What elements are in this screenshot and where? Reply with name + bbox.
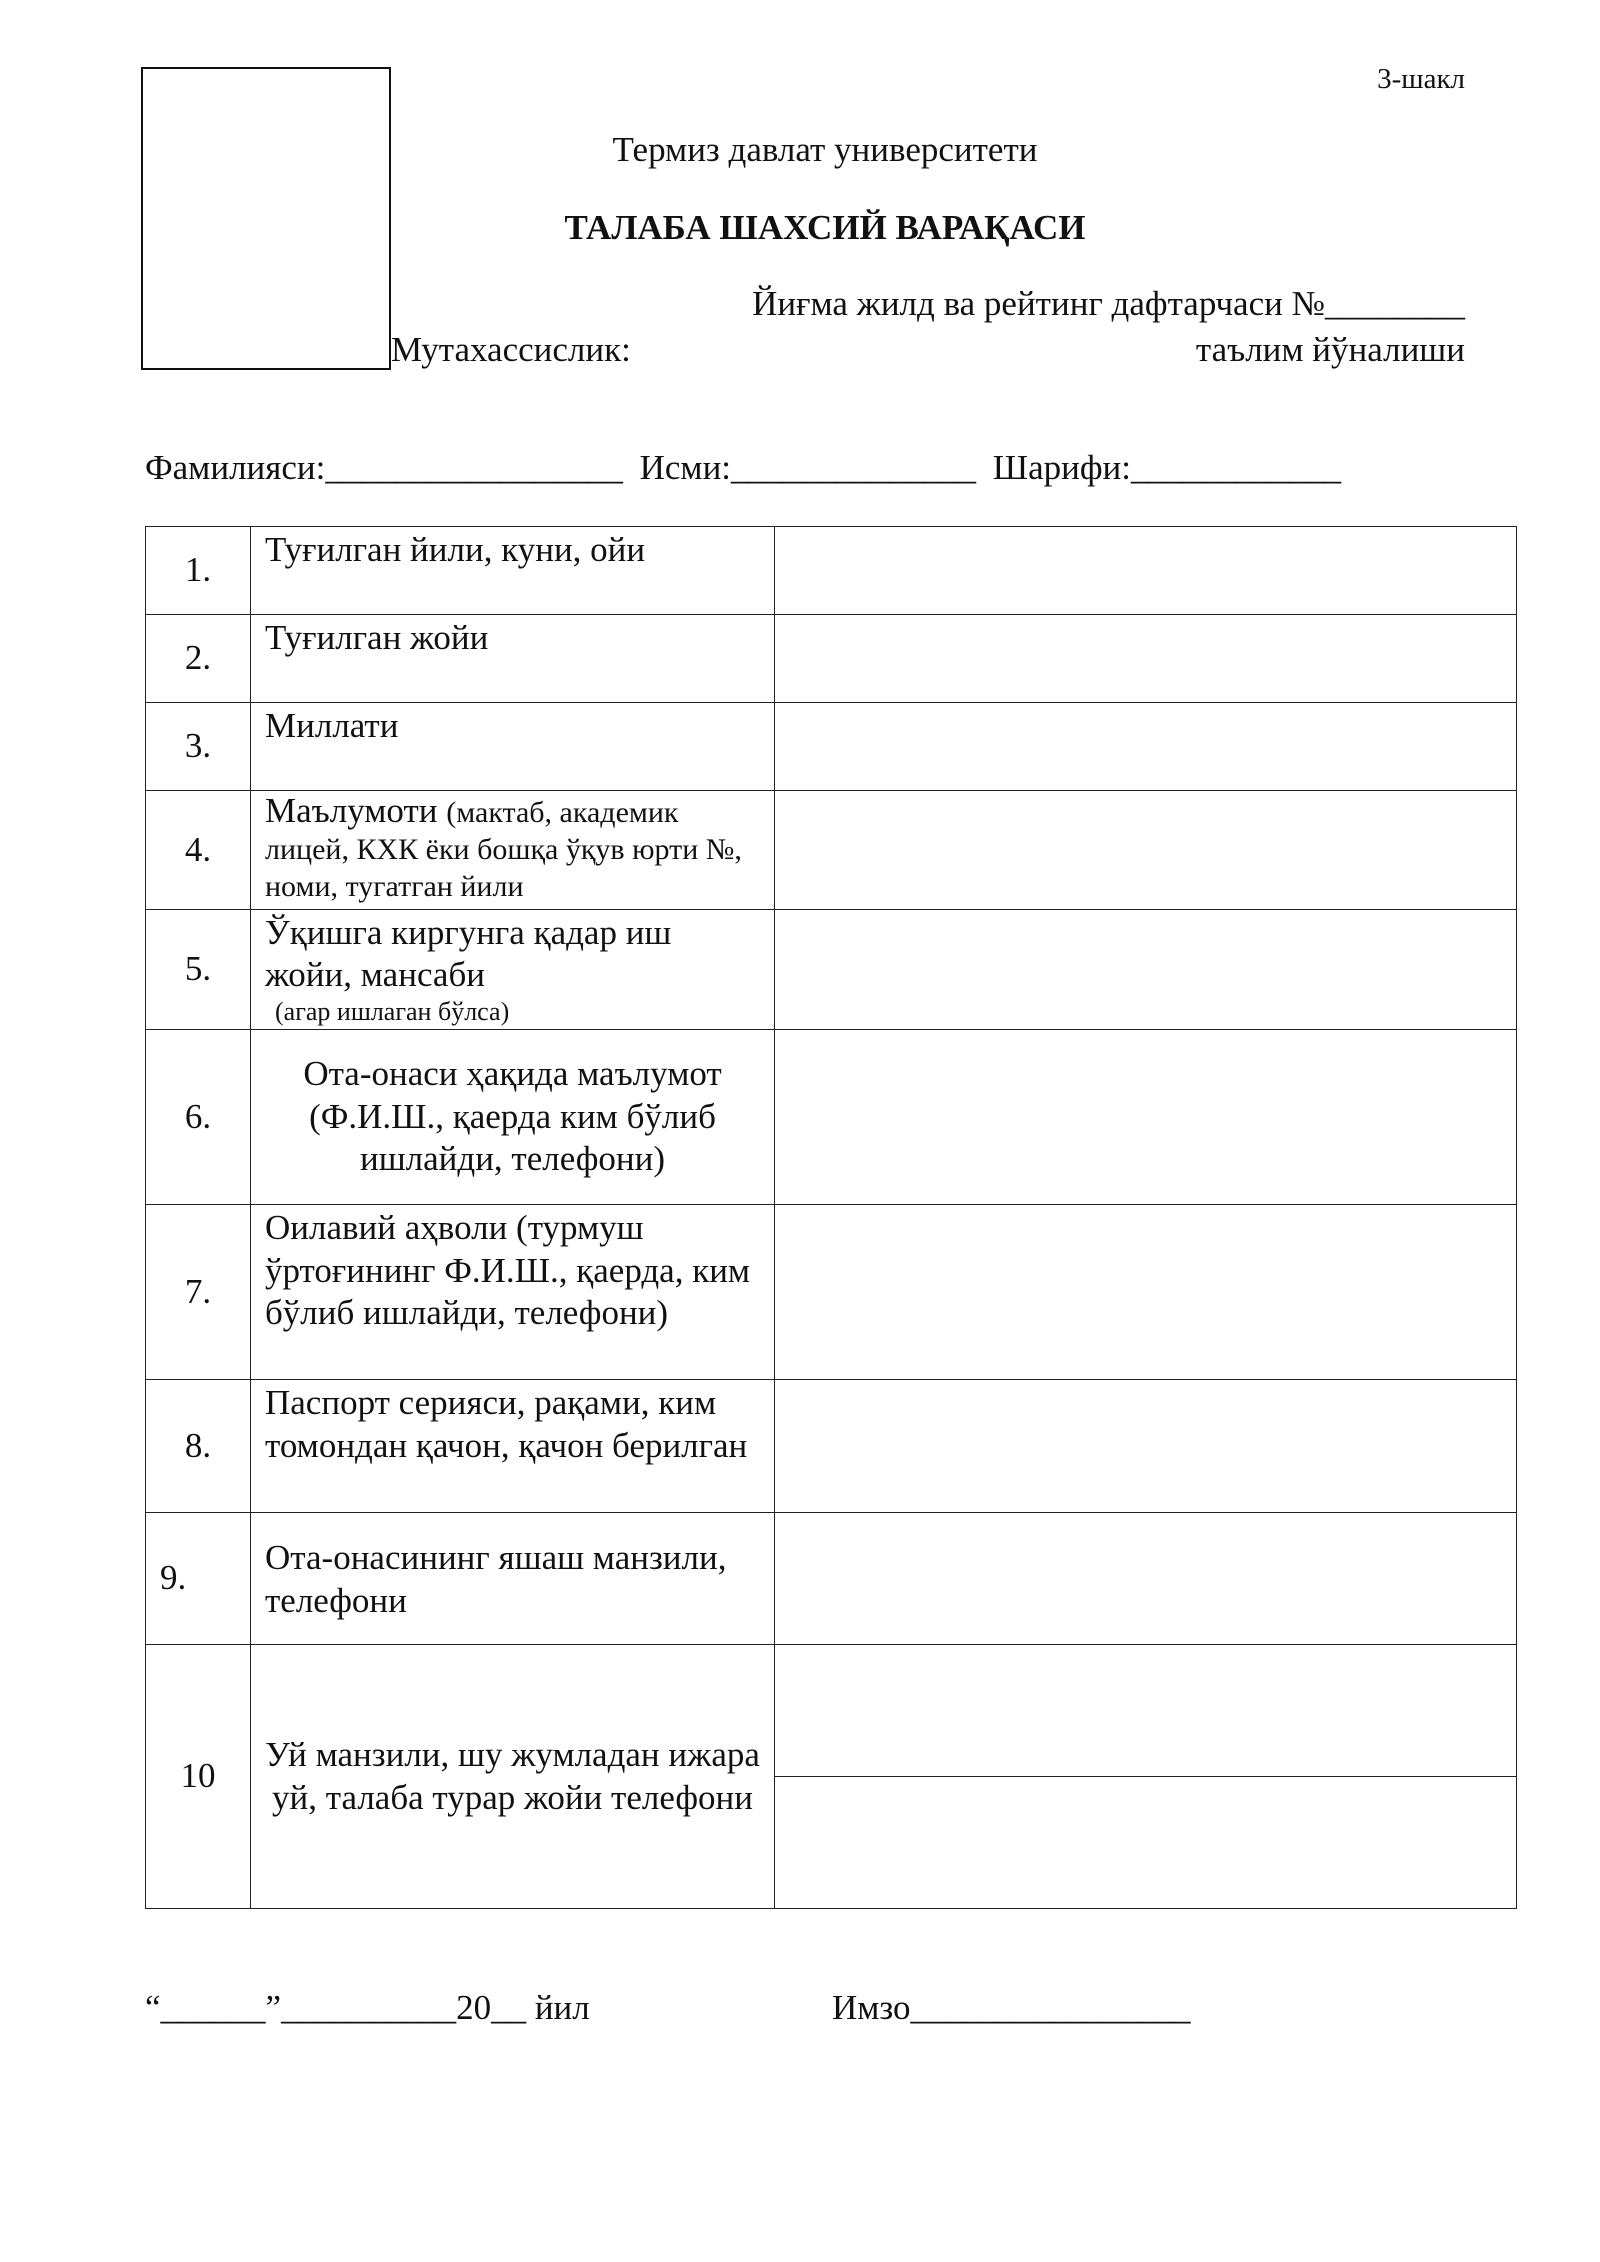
- table-row: [146, 703, 1517, 791]
- specialty-label: Мутахассислик:: [391, 330, 631, 369]
- row-label: Маълумоти: [265, 791, 438, 830]
- table-row: [146, 1645, 1517, 1909]
- table-row: [146, 1205, 1517, 1380]
- row-label: Миллати: [251, 703, 775, 791]
- date-field[interactable]: “______”__________20__ йил: [145, 1988, 590, 2027]
- row-label-cell: [251, 791, 775, 910]
- row-number: 4.: [146, 791, 251, 910]
- info-table: [145, 526, 1517, 1909]
- table-row: [146, 1030, 1517, 1205]
- row-value-cell[interactable]: [775, 1030, 1517, 1205]
- education-direction-label: таълим йўналиши: [1195, 330, 1465, 369]
- row-number: 7.: [146, 1205, 251, 1380]
- patronymic-field[interactable]: Шарифи:____________: [992, 448, 1341, 487]
- row-value-cell[interactable]: [775, 910, 1517, 1030]
- row-label: Паспорт серияси, рақами, ким томондан қачон, қачон берилган: [251, 1380, 775, 1513]
- row-number: 3.: [146, 703, 251, 791]
- row-value-cell[interactable]: [775, 615, 1517, 703]
- table-row: [146, 615, 1517, 703]
- row-number: 9.: [146, 1513, 251, 1645]
- signature-field[interactable]: Имзо________________: [832, 1988, 1191, 2027]
- table-row: [146, 791, 1517, 910]
- row-note: (агар ишлаган бўлса): [275, 997, 510, 1026]
- row-label: Уй манзили, шу жумладан ижара уй, талаба турар жойи телефони: [251, 1645, 775, 1909]
- row-value-cell[interactable]: [775, 1513, 1517, 1645]
- row-value-cell[interactable]: [775, 1205, 1517, 1380]
- form-number: 3-шакл: [1377, 63, 1465, 95]
- document-title: ТАЛАБА ШАХСИЙ ВАРАҚАСИ: [564, 208, 1086, 247]
- folder-number-label: Йиғма жилд ва рейтинг дафтарчаси №________: [752, 284, 1465, 323]
- split-value-cell: [775, 1645, 1516, 1908]
- first-name-field[interactable]: Исми:______________: [639, 448, 977, 487]
- row-value-cell[interactable]: [775, 791, 1517, 910]
- row-number: 1.: [146, 527, 251, 615]
- row-label: Оилавий аҳволи (турмуш ўртоғининг Ф.И.Ш., қаерда, ким бўлиб ишлайди, телефони): [251, 1205, 775, 1380]
- name-fields: [145, 448, 1349, 488]
- value-subcell-top[interactable]: [775, 1645, 1516, 1777]
- row-number: 10: [146, 1645, 251, 1909]
- row-value-cell[interactable]: [775, 1380, 1517, 1513]
- row-number: 6.: [146, 1030, 251, 1205]
- table-row: [146, 527, 1517, 615]
- row-value-cell[interactable]: [775, 703, 1517, 791]
- value-subcell-bottom[interactable]: [775, 1777, 1516, 1908]
- row-note: (мактаб, академик лицей, КХК ёки бошқа ўқув юрти №, номи, тугатган йили: [265, 796, 742, 903]
- table-row: [146, 1380, 1517, 1513]
- row-number: 8.: [146, 1380, 251, 1513]
- table-row: [146, 910, 1517, 1030]
- row-label: Ўқишга киргунга қадар иш жойи, мансаби: [265, 913, 672, 994]
- row-value-cell[interactable]: [775, 527, 1517, 615]
- row-label: Ота-онаси ҳақида маълумот (Ф.И.Ш., қаерда ким бўлиб ишлайди, телефони): [251, 1030, 775, 1205]
- row-number: 5.: [146, 910, 251, 1030]
- row-value-cell[interactable]: [775, 1645, 1517, 1909]
- university-name: Термиз давлат университети: [612, 130, 1038, 169]
- surname-field[interactable]: Фамилияси:_________________: [145, 448, 623, 487]
- row-number: 2.: [146, 615, 251, 703]
- table-row: [146, 1513, 1517, 1645]
- row-label: Ота-онасининг яшаш манзили, телефони: [251, 1513, 775, 1645]
- row-label-cell: [251, 910, 775, 1030]
- row-label: Туғилган жойи: [251, 615, 775, 703]
- row-label: Туғилган йили, куни, ойи: [251, 527, 775, 615]
